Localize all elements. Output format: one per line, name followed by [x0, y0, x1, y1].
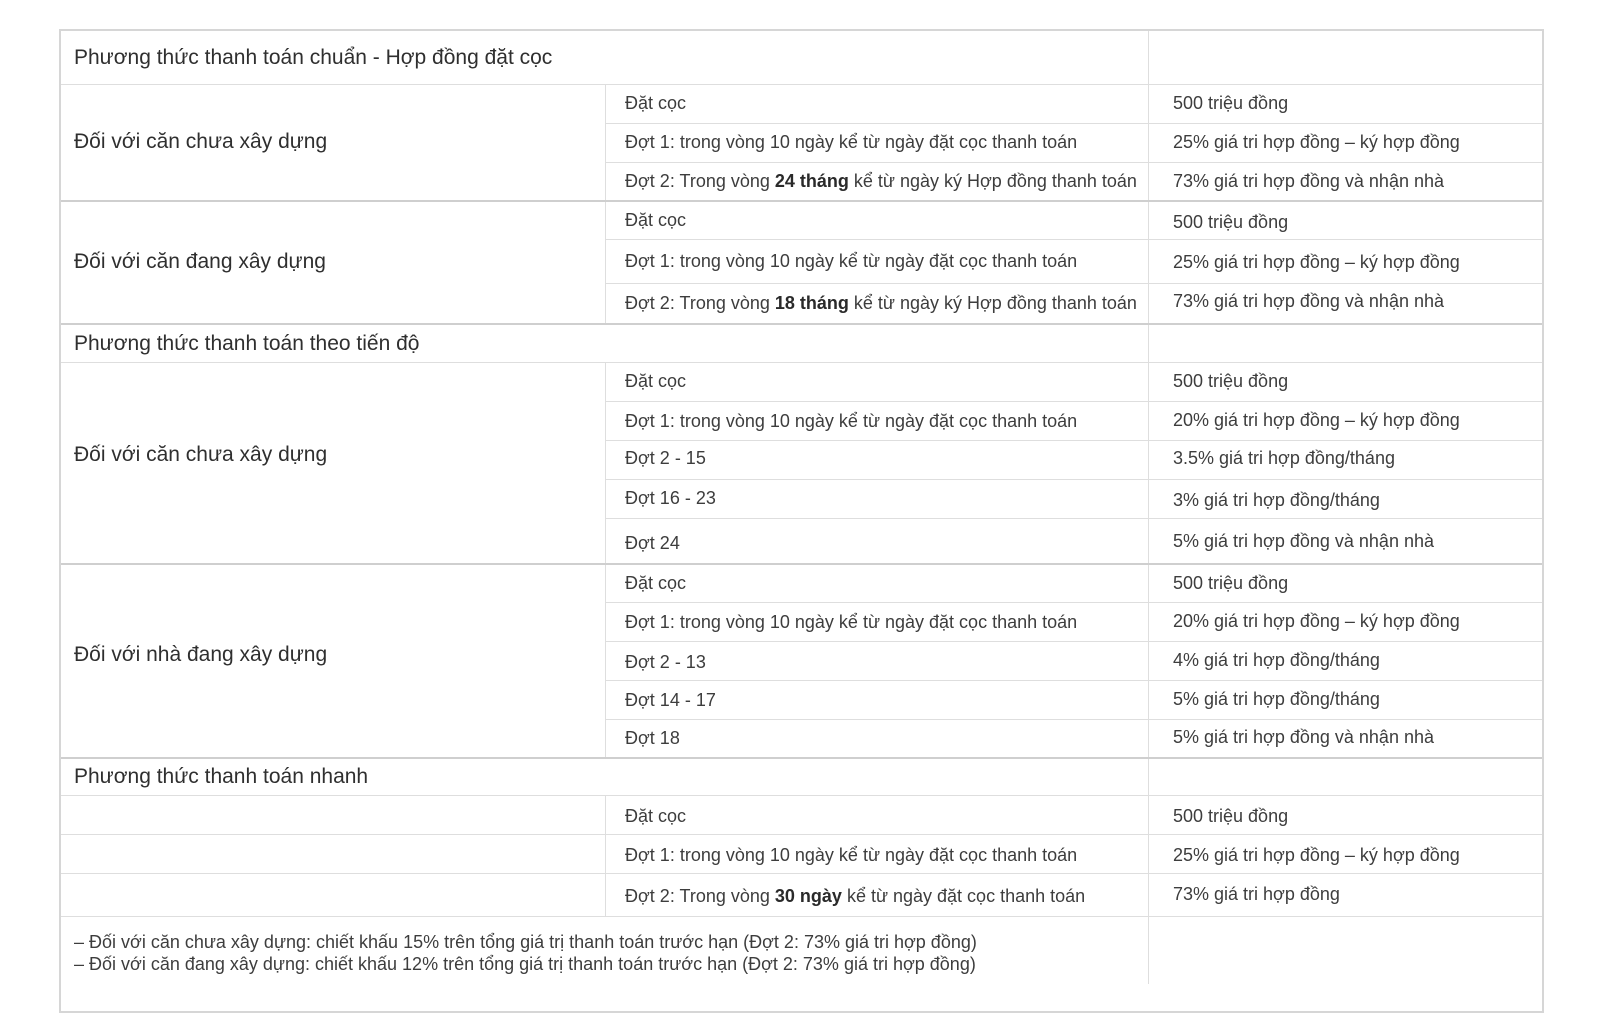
step-text: kể từ ngày đặt cọc thanh toán [841, 886, 1086, 906]
amount-cell: 20% giá tri hợp đồng – ký hợp đồng [1173, 409, 1460, 430]
col-divider-3 [1148, 31, 1149, 984]
amount-cell: 4% giá tri hợp đồng/tháng [1173, 650, 1380, 670]
group-label: Đối với căn chưa xây dựng [74, 443, 328, 466]
discount-note: – Đối với căn chưa xây dựng: chiết khấu 15% trên tổng giá trị thanh toán trước hạn (Đợt 2: 73% giá tri hợp đồng) [74, 932, 977, 952]
amount-cell: 500 triệu đồng [1173, 573, 1289, 593]
col-divider-2c [605, 796, 606, 916]
group-label: Đối với nhà đang xây dựng [74, 643, 328, 666]
amount-cell: 3% giá tri hợp đồng/tháng [1173, 490, 1380, 510]
payment-methods-table [59, 29, 1544, 1013]
step-cell: Đợt 1: trong vòng 10 ngày kể từ ngày đặt cọc thanh toán [625, 250, 1078, 271]
amount-cell: 73% giá tri hợp đồng và nhận nhà [1173, 290, 1445, 311]
step-cell [625, 162, 1137, 200]
step-text: Đợt 2: Trong vòng [625, 886, 775, 906]
amount-cell: 25% giá tri hợp đồng – ký hợp đồng [1173, 251, 1460, 272]
amount-cell: 5% giá tri hợp đồng và nhận nhà [1173, 726, 1434, 747]
amount-cell: 3.5% giá tri hợp đồng/tháng [1173, 447, 1395, 468]
amount-cell: 500 triệu đồng [1173, 211, 1289, 232]
amount-cell: 73% giá tri hợp đồng và nhận nhà [1173, 170, 1445, 191]
amount-cell: 25% giá tri hợp đồng – ký hợp đồng [1173, 845, 1460, 865]
row-divider [605, 479, 1542, 480]
amount-cell: 5% giá tri hợp đồng và nhận nhà [1173, 530, 1434, 551]
row-divider [605, 518, 1542, 519]
step-cell: Đợt 2 - 15 [625, 447, 706, 468]
step-cell: Đợt 1: trong vòng 10 ngày kể từ ngày đặt cọc thanh toán [625, 612, 1078, 632]
section-title: Phương thức thanh toán nhanh [74, 765, 369, 788]
step-cell: Đợt 1: trong vòng 10 ngày kể từ ngày đặt cọc thanh toán [625, 132, 1078, 152]
step-cell: Đợt 18 [625, 727, 680, 748]
amount-cell: 25% giá tri hợp đồng – ký hợp đồng [1173, 132, 1460, 152]
step-cell: Đợt 14 - 17 [625, 689, 716, 710]
group-label: Đối với căn đang xây dựng [74, 250, 326, 273]
step-cell [625, 283, 1137, 323]
step-cell: Đợt 1: trong vòng 10 ngày kể từ ngày đặt cọc thanh toán [625, 845, 1078, 865]
step-cell: Đặt cọc [625, 209, 687, 230]
step-cell: Đợt 16 - 23 [625, 488, 716, 508]
step-text: kể từ ngày ký Hợp đồng thanh toán [848, 292, 1137, 313]
section-title: Phương thức thanh toán theo tiến độ [74, 331, 420, 355]
row-divider [605, 680, 1542, 681]
section-title: Phương thức thanh toán chuẩn - Hợp đồng đặt cọc [74, 45, 553, 69]
step-text: Đợt 2: Trong vòng [625, 170, 775, 191]
group-label: Đối với căn chưa xây dựng [74, 130, 328, 153]
step-text: Đợt 2: Trong vòng [625, 292, 775, 313]
discount-note: – Đối với căn đang xây dựng: chiết khấu 12% trên tổng giá trị thanh toán trước hạn (Đợt 2: 73% giá tri hợp đồng) [74, 954, 976, 974]
amount-cell: 20% giá tri hợp đồng – ký hợp đồng [1173, 611, 1460, 631]
step-cell [625, 875, 1085, 918]
step-text: kể từ ngày ký Hợp đồng thanh toán [848, 170, 1137, 191]
step-cell: Đặt cọc [625, 93, 687, 113]
step-duration: 24 tháng [774, 170, 849, 191]
step-cell: Đợt 24 [625, 532, 680, 553]
amount-cell: 500 triệu đồng [1173, 371, 1289, 391]
step-duration: 18 tháng [774, 292, 849, 313]
amount-cell: 500 triệu đồng [1173, 806, 1289, 826]
amount-cell: 500 triệu đồng [1173, 93, 1289, 113]
step-cell: Đặt cọc [625, 806, 687, 826]
col-divider-2a [605, 85, 606, 325]
step-cell: Đợt 1: trong vòng 10 ngày kể từ ngày đặt cọc thanh toán [625, 410, 1078, 431]
step-cell: Đợt 2 - 13 [625, 652, 706, 672]
amount-cell: 5% giá tri hợp đồng/tháng [1173, 689, 1380, 709]
col-divider-2b [605, 363, 606, 758]
step-cell: Đặt cọc [625, 371, 687, 391]
step-duration: 30 ngày [774, 886, 842, 906]
step-cell: Đặt cọc [625, 573, 687, 593]
row-divider [61, 795, 1542, 796]
row-divider [61, 834, 1542, 835]
amount-cell: 73% giá tri hợp đồng [1173, 884, 1340, 904]
